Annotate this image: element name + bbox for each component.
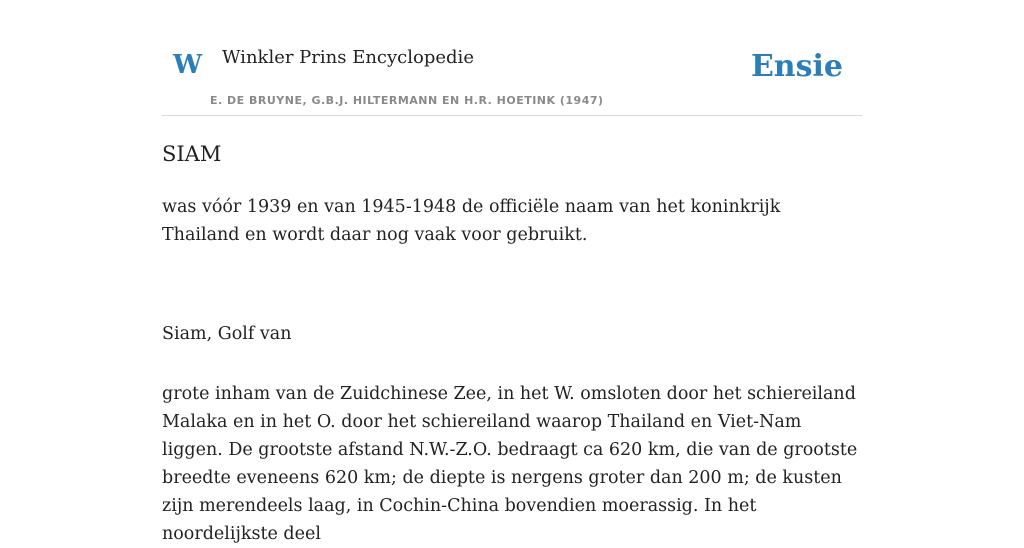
page xyxy=(162,0,862,544)
logo-w[interactable]: W xyxy=(173,50,203,80)
entry-body: was vóór 1939 en van 1945-1948 de officiële naam van het koninkrijk Thailand en wordt daar nog vaak voor gebruikt. xyxy=(162,197,781,245)
ensie-logo[interactable]: Ensie xyxy=(750,49,843,84)
publication-title[interactable]: Winkler Prins Encyclopedie xyxy=(222,47,474,68)
authors-line: E. DE BRUYNE, G.B.J. HILTERMANN EN H.R. HOETINK (1947) xyxy=(210,94,604,107)
sub-entry-title: Siam, Golf van xyxy=(162,324,292,344)
header xyxy=(162,0,862,116)
entry-title: SIAM xyxy=(162,142,222,166)
sub-entry-body: grote inham van de Zuidchinese Zee, in het W. omsloten door het schiereiland Malaka en in het O. door het schiereiland waarop Thailand en Viet-Nam liggen. De grootste afstand N.W.-Z.O. bedraagt ca 620 km, die van de grootste breedte eveneens 620 km; de diepte is nergens groter dan 200 m; de kusten zijn merendeels laag, in Cochin-China bovendien moerassig. In het noordelijkste deel xyxy=(162,384,858,544)
